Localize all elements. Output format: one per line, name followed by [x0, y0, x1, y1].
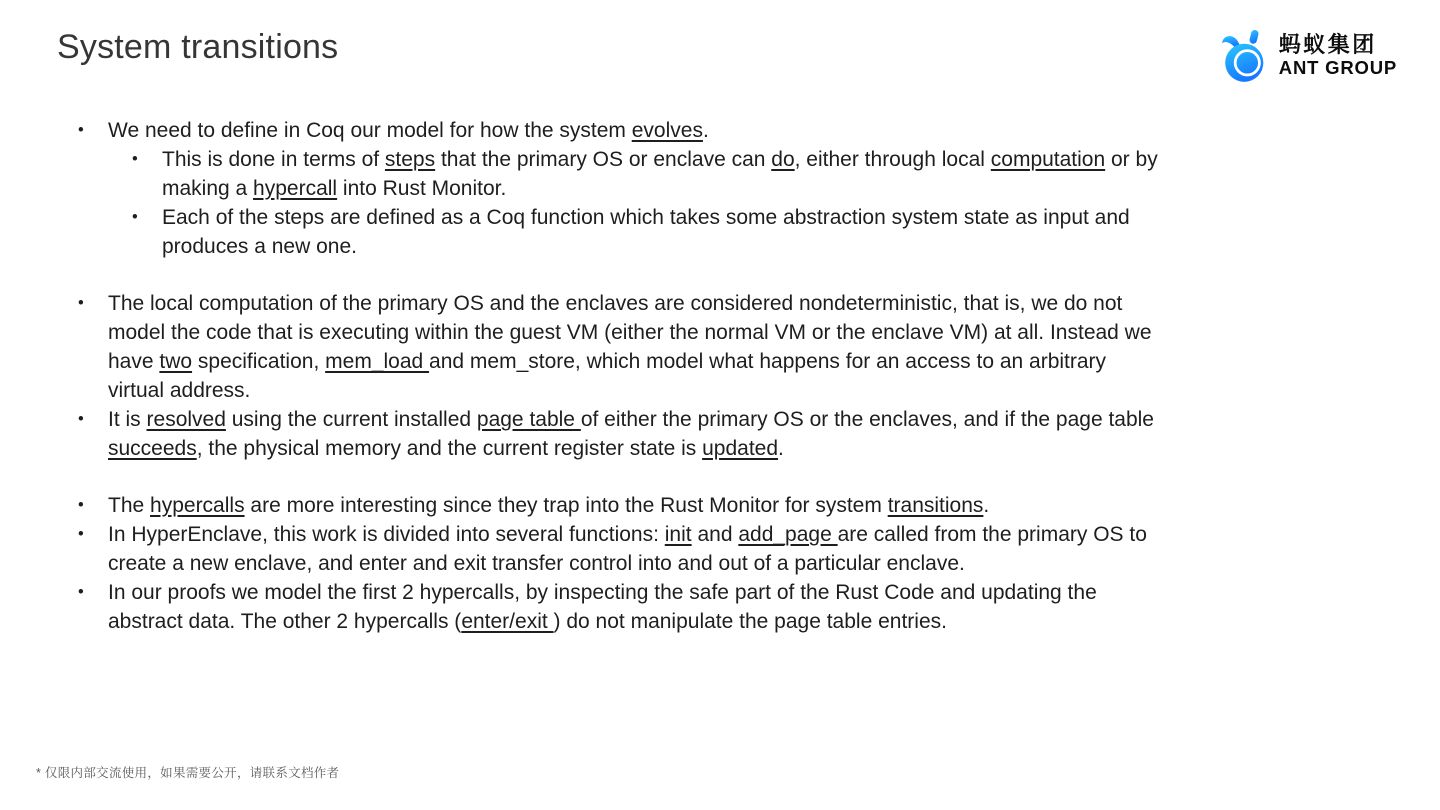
bullet-group: [75, 116, 1165, 261]
ant-head-icon: [1225, 44, 1263, 82]
bullet-icon: •: [78, 583, 84, 601]
bullet-group: [75, 289, 1165, 463]
bullet-icon: •: [78, 294, 84, 312]
bullet-text: The local computation of the primary OS and the enclaves are considered nondeterministic, that is, we do not model the code that is executing within the guest VM (either the normal VM or the enclave VM) at all. Instead we have two specification, mem_load and mem_store, which model what happens for an access to an arbitrary virtual address.: [108, 292, 1152, 402]
bullet-icon: •: [78, 410, 84, 428]
bullet-text: The hypercalls are more interesting since they trap into the Rust Monitor for system transitions.: [108, 494, 990, 517]
ant-group-logo: [1220, 26, 1397, 84]
ant-icon: [1220, 26, 1272, 84]
footer-disclaimer: * 仅限内部交流使用，如果需要公开，请联系文档作者: [36, 766, 340, 780]
list-item: [75, 520, 1165, 578]
bullet-text: In our proofs we model the first 2 hypercalls, by inspecting the safe part of the Rust Code and updating the abstract data. The other 2 hypercalls (enter/exit ) do not manipulate the page table entries.: [108, 581, 1097, 633]
list-item: [129, 145, 1165, 203]
bullet-list: [75, 116, 1165, 636]
bullet-text: We need to define in Coq our model for how the system evolves.: [108, 119, 709, 142]
list-item: [75, 116, 1165, 145]
bullet-text: Each of the steps are defined as a Coq function which takes some abstraction system state as input and produces a new one.: [162, 206, 1130, 258]
bullet-text: This is done in terms of steps that the primary OS or enclave can do, either through local computation or by making a hypercall into Rust Monitor.: [162, 148, 1158, 200]
list-item: [75, 491, 1165, 520]
logo-name-english: ANT GROUP: [1278, 56, 1397, 78]
list-item: [75, 289, 1165, 405]
page-title: System transitions: [57, 28, 339, 66]
bullet-icon: •: [78, 525, 84, 543]
bullet-group: [75, 491, 1165, 636]
bullet-icon: •: [78, 121, 84, 139]
list-item: [75, 578, 1165, 636]
bullet-icon: •: [78, 496, 84, 514]
ant-right-antenna-icon: [1249, 29, 1260, 44]
logo-name-chinese: 蚂蚁集团: [1278, 31, 1377, 57]
bullet-icon: •: [132, 208, 138, 226]
bullet-text: In HyperEnclave, this work is divided into several functions: init and add_page are called from the primary OS to create a new enclave, and enter and exit transfer control into and out of a particular enclave.: [108, 523, 1147, 575]
list-item: [129, 203, 1165, 261]
bullet-text: It is resolved using the current installed page table of either the primary OS or the enclaves, and if the page table succeeds, the physical memory and the current register state is updated.: [108, 408, 1154, 460]
list-item: [75, 405, 1165, 463]
logo-text: [1279, 32, 1397, 79]
bullet-icon: •: [132, 150, 138, 168]
